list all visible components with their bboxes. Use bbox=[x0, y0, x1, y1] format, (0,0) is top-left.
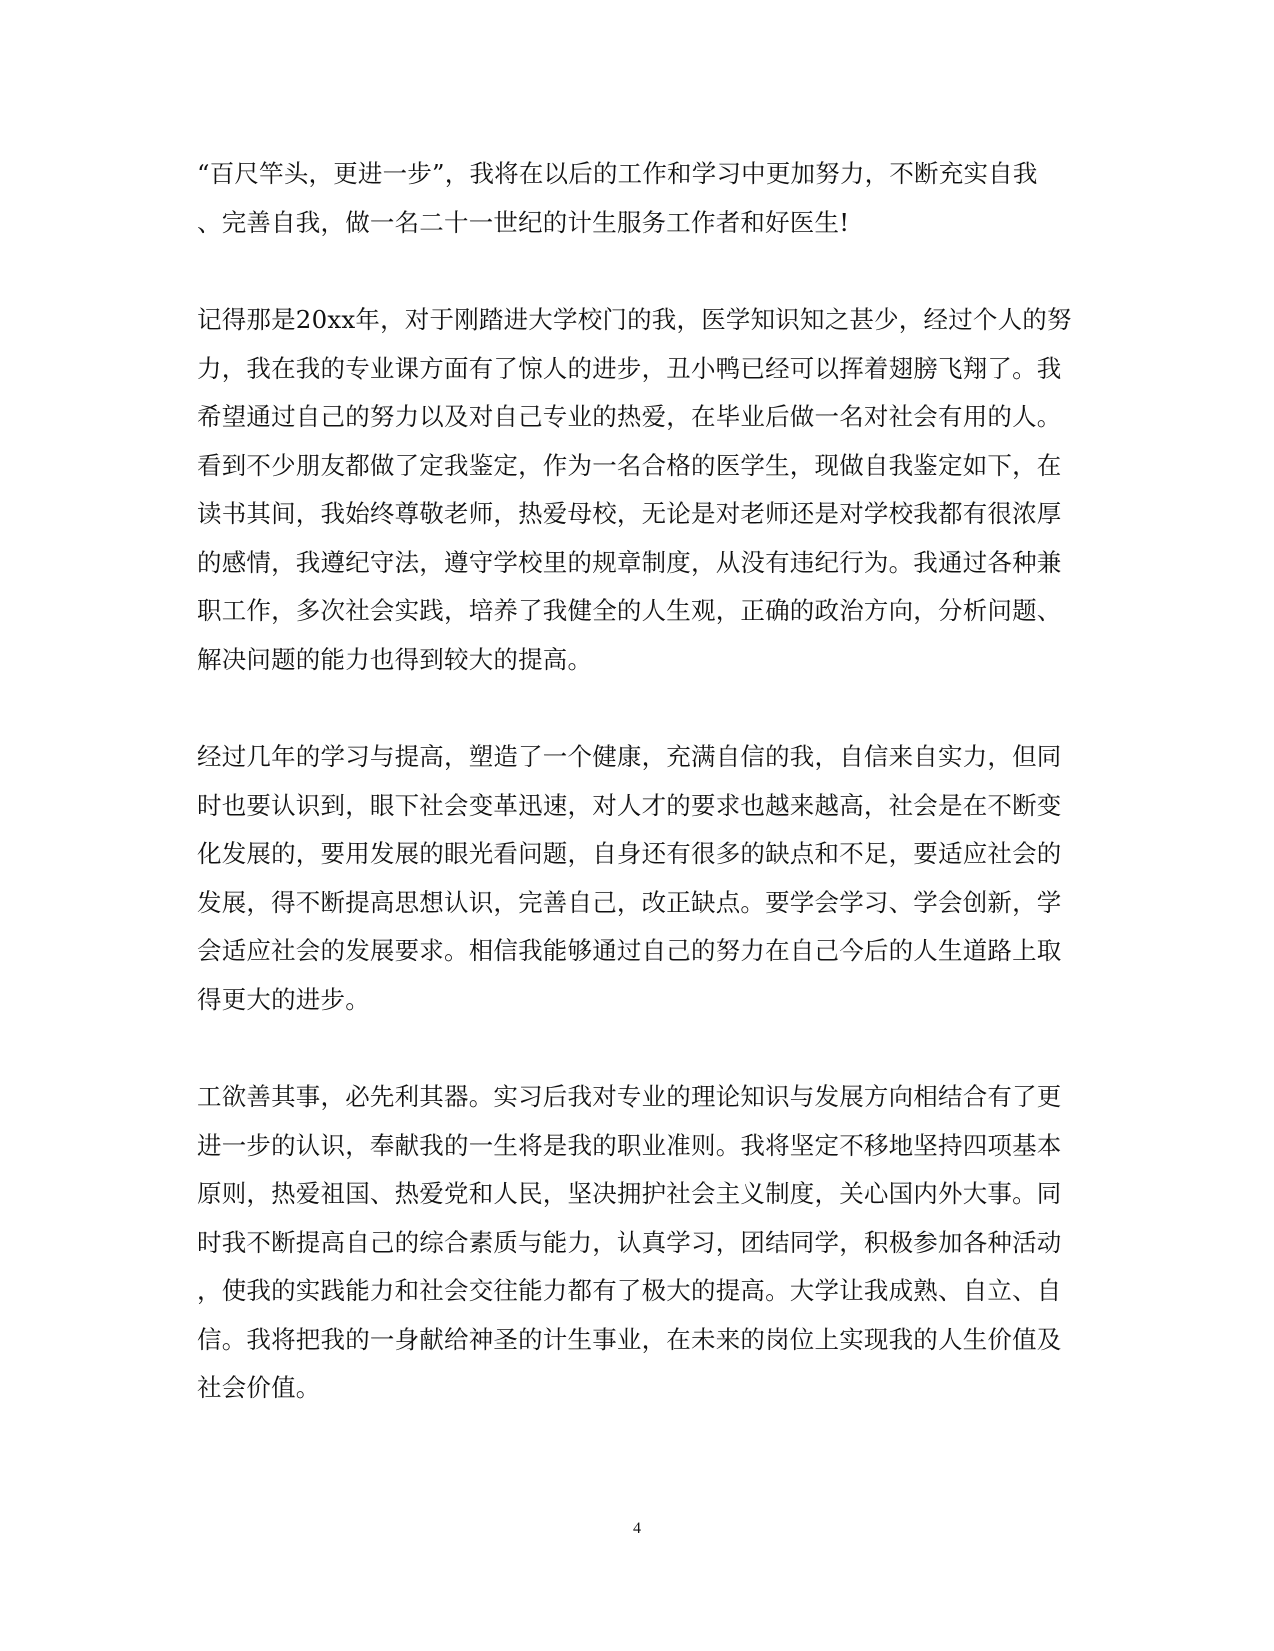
text-line: 化发展的，要用发展的眼光看问题，自身还有很多的缺点和不足，要适应社会的 bbox=[197, 839, 1062, 868]
paragraph-1 bbox=[197, 150, 1077, 247]
text-line: 的感情，我遵纪守法，遵守学校里的规章制度，从没有违纪行为。我通过各种兼 bbox=[197, 547, 1062, 577]
text-line: 社会价值。 bbox=[197, 1373, 321, 1402]
text-line: ，使我的实践能力和社会交往能力都有了极大的提高。大学让我成熟、自立、自 bbox=[197, 1276, 1062, 1305]
text-line: 希望通过自己的努力以及对自己专业的热爱，在毕业后做一名对社会有用的人。 bbox=[197, 402, 1062, 431]
text-line: 看到不少朋友都做了定我鉴定，作为一名合格的医学生，现做自我鉴定如下，在 bbox=[197, 450, 1062, 480]
text-line: 进一步的认识，奉献我的一生将是我的职业准则。我将坚定不移地坚持四项基本 bbox=[197, 1130, 1062, 1160]
text-line: 读书其间，我始终尊敬老师，热爱母校，无论是对老师还是对学校我都有很浓厚 bbox=[197, 499, 1062, 528]
text-line: 时我不断提高自己的综合素质与能力，认真学习，团结同学，积极参加各种活动 bbox=[197, 1227, 1062, 1257]
text-line: 会适应社会的发展要求。相信我能够通过自己的努力在自己今后的人生道路上取 bbox=[197, 936, 1062, 965]
text-line: “百尺竿头，更进一步”，我将在以后的工作和学习中更加努力，不断充实自我 bbox=[197, 159, 1038, 188]
page-number: 4 bbox=[633, 1520, 641, 1537]
text-line: 、完善自我，做一名二十一世纪的计生服务工作者和好医生! bbox=[197, 207, 850, 237]
paragraph-2 bbox=[197, 296, 1077, 684]
text-line: 信。我将把我的一身献给神圣的计生事业，在未来的岗位上实现我的人生价值及 bbox=[197, 1324, 1062, 1354]
text-line: 经过几年的学习与提高，塑造了一个健康，充满自信的我，自信来自实力，但同 bbox=[197, 742, 1062, 771]
text-line: 工欲善其事，必先利其器。实习后我对专业的理论知识与发展方向相结合有了更 bbox=[197, 1082, 1062, 1111]
text-line: 得更大的进步。 bbox=[197, 984, 370, 1014]
text-line: 解决问题的能力也得到较大的提高。 bbox=[197, 644, 593, 674]
text-line: 时也要认识到，眼下社会变革迅速，对人才的要求也越来越高，社会是在不断变 bbox=[197, 790, 1062, 820]
text-line: 职工作，多次社会实践，培养了我健全的人生观，正确的政治方向，分析问题、 bbox=[197, 596, 1062, 625]
paragraph-4 bbox=[197, 1073, 1077, 1413]
text-line: 原则，热爱祖国、热爱党和人民，坚决拥护社会主义制度，关心国内外大事。同 bbox=[197, 1179, 1062, 1208]
text-line: 发展，得不断提高思想认识，完善自己，改正缺点。要学会学习、学会创新，学 bbox=[197, 887, 1062, 917]
text-line: 记得那是20xx年，对于刚踏进大学校门的我，医学知识知之甚少，经过个人的努 bbox=[197, 305, 1072, 334]
paragraph-3 bbox=[197, 733, 1077, 1024]
text-line: 力，我在我的专业课方面有了惊人的进步，丑小鸭已经可以挥着翅膀飞翔了。我 bbox=[197, 353, 1062, 383]
document-body bbox=[197, 150, 1077, 1462]
